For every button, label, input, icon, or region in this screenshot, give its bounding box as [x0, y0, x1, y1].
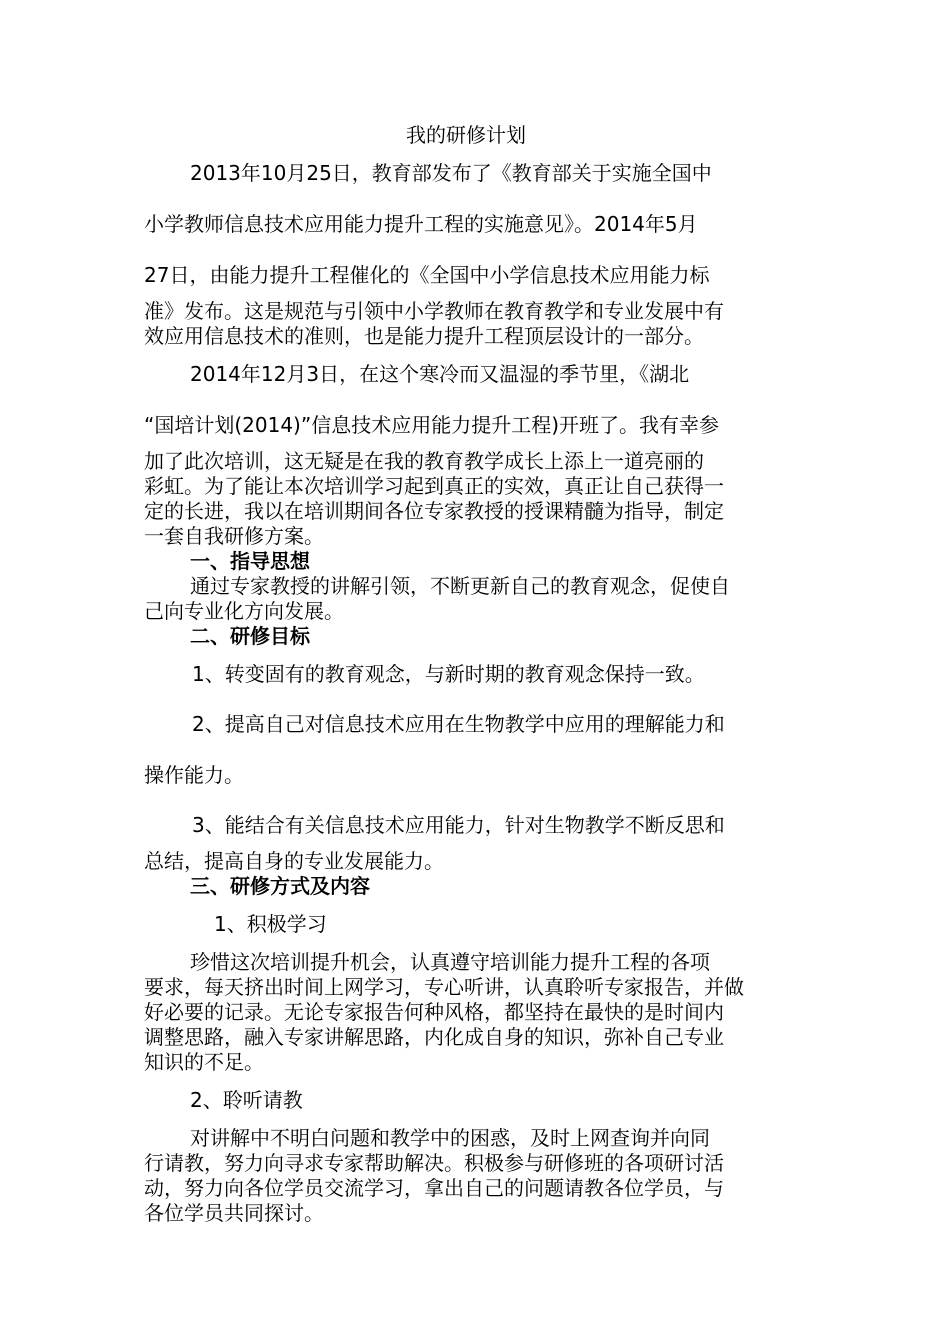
paragraph-line: 1、转变固有的教育观念，与新时期的教育观念保持一致。	[192, 662, 705, 686]
paragraph-line: 行请教，努力向寻求专家帮助解决。积极参与研修班的各项研讨活	[144, 1151, 724, 1175]
paragraph-line: 加了此次培训，这无疑是在我的教育教学成长上添上一道亮丽的	[144, 449, 704, 473]
paragraph-line: “国培计划(2014)”信息技术应用能力提升工程)开班了。我有幸参	[144, 413, 720, 437]
paragraph-line: 珍惜这次培训提升机会，认真遵守培训能力提升工程的各项	[190, 950, 710, 974]
paragraph-line: 各位学员共同探讨。	[144, 1201, 324, 1225]
paragraph-line: 己向专业化方向发展。	[144, 599, 344, 623]
paragraph-line: 2、提高自己对信息技术应用在生物教学中应用的理解能力和	[192, 712, 725, 736]
paragraph-line: 2014年12月3日，在这个寒冷而又温湿的季节里，《湖北	[190, 362, 690, 386]
paragraph-line: 通过专家教授的讲解引领，不断更新自己的教育观念，促使自	[190, 574, 730, 598]
paragraph-line: 要求，每天挤出时间上网学习，专心听讲，认真聆听专家报告，并做	[144, 975, 744, 999]
paragraph-line: 效应用信息技术的准则，也是能力提升工程顶层设计的一部分。	[144, 324, 704, 348]
paragraph-line: 动，努力向各位学员交流学习，拿出自己的问题请教各位学员，与	[144, 1176, 724, 1200]
paragraph-line: 好必要的记录。无论专家报告何种风格，都坚持在最快的是时间内	[144, 1000, 724, 1024]
paragraph-line: 一套自我研修方案。	[144, 524, 324, 548]
section-heading: 二、研修目标	[190, 624, 310, 648]
document-title: 我的研修计划	[406, 123, 526, 147]
subheading: 1、积极学习	[214, 912, 327, 936]
paragraph-line: 对讲解中不明白问题和教学中的困惑，及时上网查询并向同	[190, 1126, 710, 1150]
paragraph-line: 小学教师信息技术应用能力提升工程的实施意见》。2014年5月	[144, 212, 698, 236]
subheading: 2、聆听请教	[190, 1088, 303, 1112]
paragraph-line: 3、能结合有关信息技术应用能力，针对生物教学不断反思和	[192, 813, 725, 837]
paragraph-line: 调整思路，融入专家讲解思路，内化成自身的知识，弥补自己专业	[144, 1025, 724, 1049]
paragraph-line: 准》发布。这是规范与引领中小学教师在教育教学和专业发展中有	[144, 299, 724, 323]
paragraph-line: 操作能力。	[144, 763, 244, 787]
paragraph-line: 定的长进，我以在培训期间各位专家教授的授课精髓为指导，制定	[144, 499, 724, 523]
paragraph-line: 2013年10月25日，教育部发布了《教育部关于实施全国中	[190, 161, 712, 185]
paragraph-line: 总结，提高自身的专业发展能力。	[144, 849, 444, 873]
section-heading: 三、研修方式及内容	[190, 874, 370, 898]
paragraph-line: 彩虹。为了能让本次培训学习起到真正的实效，真正让自己获得一	[144, 474, 724, 498]
section-heading: 一、指导思想	[190, 549, 310, 573]
paragraph-line: 知识的不足。	[144, 1050, 264, 1074]
paragraph-line: 27日，由能力提升工程催化的《全国中小学信息技术应用能力标	[144, 263, 710, 287]
